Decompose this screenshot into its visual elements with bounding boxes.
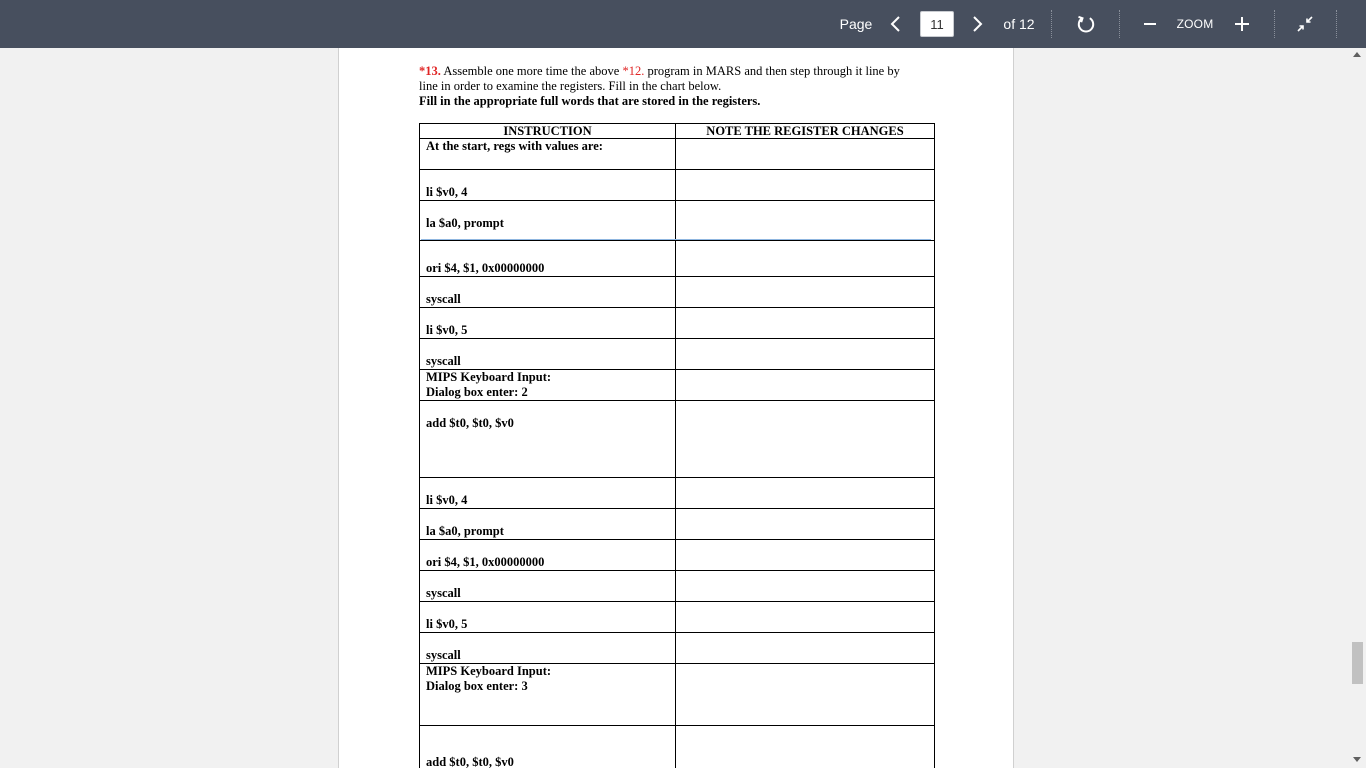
note-cell[interactable] [676, 139, 935, 170]
instruction-cell [420, 664, 676, 726]
instruction-cell: syscall [420, 339, 676, 370]
header-instruction: INSTRUCTION [420, 124, 676, 139]
note-cell[interactable] [676, 170, 935, 201]
chevron-left-icon [889, 15, 901, 33]
page-count-label: of 12 [1003, 16, 1035, 32]
table-row [420, 602, 935, 633]
table-header-row [420, 124, 935, 139]
toolbar-divider [1336, 10, 1337, 38]
instruction-cell: la $a0, prompt [420, 509, 676, 540]
scroll-up-arrow-icon[interactable] [1353, 52, 1361, 57]
page-label: Page [839, 16, 873, 32]
note-cell[interactable] [676, 571, 935, 602]
table-row [420, 571, 935, 602]
collapse-arrows-icon [1296, 15, 1314, 33]
instruction-cell: li $v0, 5 [420, 308, 676, 339]
instruction-cell: syscall [420, 571, 676, 602]
scroll-down-arrow-icon[interactable] [1353, 757, 1361, 762]
note-cell[interactable] [676, 308, 935, 339]
table-row [420, 633, 935, 664]
instruction-cell: li $v0, 4 [420, 478, 676, 509]
register-changes-table [419, 123, 935, 768]
note-cell[interactable] [676, 370, 935, 401]
instruction-cell: syscall [420, 633, 676, 664]
toolbar-divider [1119, 10, 1120, 38]
question-text-a: Assemble one more time the above [443, 64, 623, 78]
note-cell[interactable] [676, 401, 935, 478]
question-instruction: Fill in the appropriate full words that are stored in the registers. [419, 94, 761, 108]
instruction-cell: la $a0, prompt [420, 201, 676, 241]
note-cell[interactable] [676, 201, 935, 241]
question-text-b: program in MARS and then step through it line by [644, 64, 900, 78]
next-page-button[interactable] [967, 0, 989, 48]
toolbar-divider [1274, 10, 1275, 38]
instruction-cell: ori $4, $1, 0x00000000 [420, 241, 676, 277]
text-selection-guide [421, 239, 931, 240]
table-row [420, 664, 935, 726]
chevron-right-icon [972, 15, 984, 33]
page-number-field-wrap [919, 0, 955, 48]
header-register-changes: NOTE THE REGISTER CHANGES [676, 124, 935, 139]
reset-view-button[interactable] [1073, 0, 1099, 48]
instruction-cell: add $t0, $t0, $v0 [420, 401, 676, 478]
minus-icon [1143, 17, 1157, 31]
table-row [420, 401, 935, 478]
note-cell[interactable] [676, 478, 935, 509]
previous-page-button[interactable] [884, 0, 906, 48]
table-row [420, 540, 935, 571]
instruction-cell: add $t0, $t0, $v0 [420, 726, 676, 768]
exit-fullscreen-button[interactable] [1292, 0, 1318, 48]
note-cell[interactable] [676, 633, 935, 664]
note-cell[interactable] [676, 602, 935, 633]
table-row [420, 170, 935, 201]
dialog-entry-label: Dialog box enter: 3 [426, 679, 528, 693]
table-row [420, 478, 935, 509]
plus-icon [1234, 16, 1250, 32]
question-line-1 [419, 64, 900, 79]
pdf-toolbar [0, 0, 1366, 48]
note-cell[interactable] [676, 241, 935, 277]
zoom-label: ZOOM [1176, 17, 1214, 31]
instruction-cell: At the start, regs with values are: [420, 139, 676, 170]
question-line-2: line in order to examine the registers. Fill in the chart below. [419, 79, 722, 93]
note-cell[interactable] [676, 277, 935, 308]
rotate-icon [1076, 14, 1096, 34]
instruction-cell: li $v0, 4 [420, 170, 676, 201]
table-row [420, 308, 935, 339]
dialog-entry-label: Dialog box enter: 2 [426, 385, 528, 399]
scrollbar-thumb[interactable] [1352, 642, 1363, 684]
table-row [420, 339, 935, 370]
note-cell[interactable] [676, 726, 935, 768]
page-number-input[interactable] [920, 11, 954, 37]
question-reference: *12. [622, 64, 645, 78]
table-row [420, 277, 935, 308]
instruction-cell [420, 370, 676, 401]
table-row [420, 139, 935, 170]
vertical-scrollbar[interactable] [1349, 48, 1366, 768]
table-row [420, 201, 935, 241]
table-row [420, 509, 935, 540]
table-row [420, 370, 935, 401]
instruction-cell: syscall [420, 277, 676, 308]
instruction-cell: ori $4, $1, 0x00000000 [420, 540, 676, 571]
table-row [420, 241, 935, 277]
keyboard-input-label: MIPS Keyboard Input: [426, 664, 552, 678]
note-cell[interactable] [676, 509, 935, 540]
keyboard-input-label: MIPS Keyboard Input: [426, 370, 552, 384]
question-number: *13. [419, 64, 441, 78]
note-cell[interactable] [676, 339, 935, 370]
register-table-wrap [419, 123, 934, 768]
zoom-in-button[interactable] [1231, 0, 1253, 48]
note-cell[interactable] [676, 664, 935, 726]
instruction-cell: li $v0, 5 [420, 602, 676, 633]
document-page [338, 48, 1014, 768]
note-cell[interactable] [676, 540, 935, 571]
table-row [420, 726, 935, 768]
zoom-out-button[interactable] [1140, 0, 1160, 48]
toolbar-divider [1051, 10, 1052, 38]
